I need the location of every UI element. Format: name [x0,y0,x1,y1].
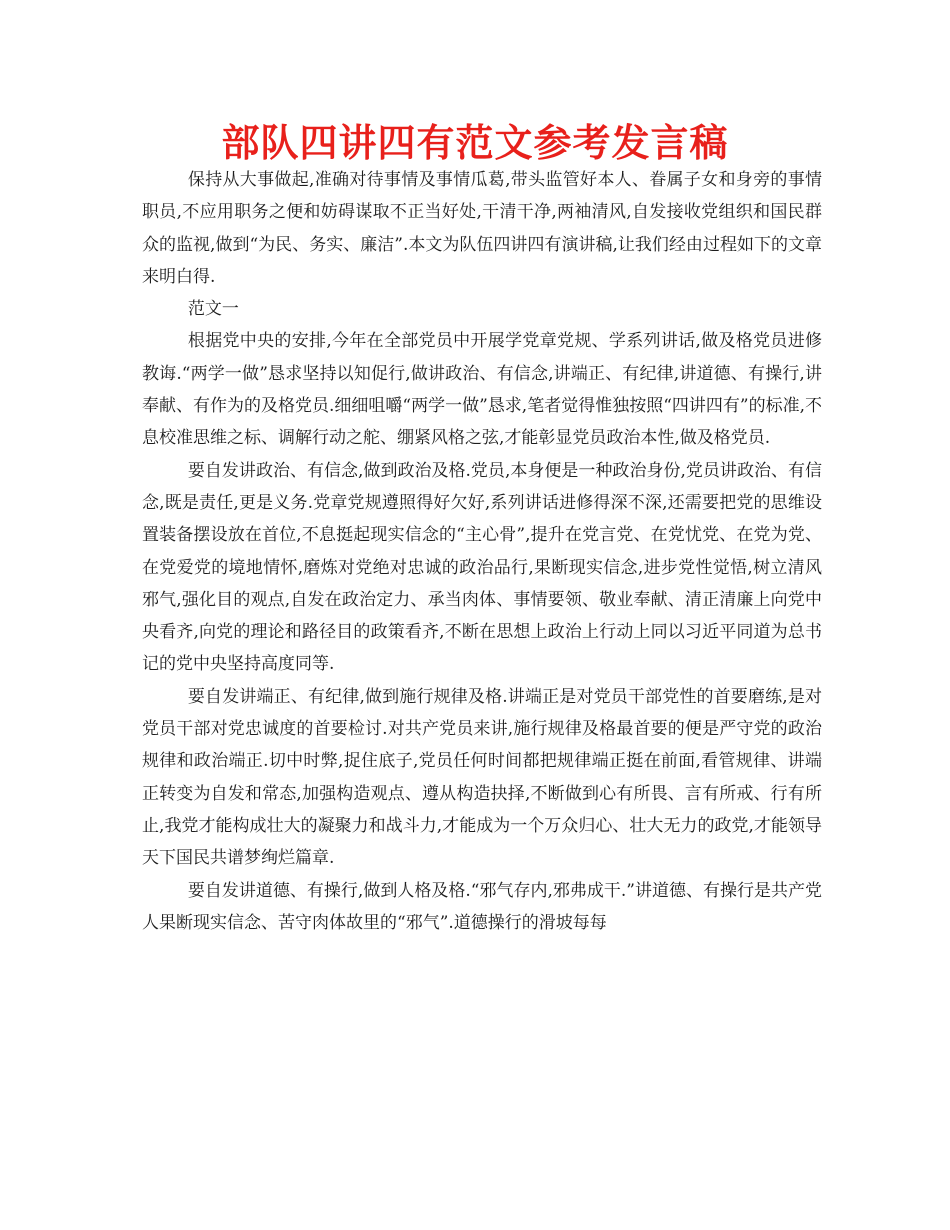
body-paragraph: 要自发讲政治、有信念,做到政治及格.党员,本身便是一种政治身份,党员讲政治、有信念,既是责任,更是义务.党章党规遵照得好欠好,系列讲话进修得深不深,还需要把党的思维设置装备摆设放在首位,不息挺起现实信念的“主心骨”,提升在党言党、在党忧党、在党为党、在党爱党的境地情怀,磨炼对党绝对忠诚的政治品行,果断现实信念,进步党性觉悟,树立清风邪气,强化目的观点,自发在政治定力、承当肉体、事情要领、敬业奉献、清正清廉上向党中央看齐,向党的理论和路径目的政策看齐,不断在思想上政治上行动上同以习近平同道为总书记的党中央坚持高度同等. [142,460,822,675]
document-title: 部队四讲四有范文参考发言稿 [221,121,729,165]
body-paragraph: 要自发讲道德、有操行,做到人格及格.“邪气存内,邪弗成干.”讲道德、有操行是共产党人果断现实信念、苦守肉体故里的“邪气”.道德操行的滑坡每每 [142,880,822,933]
section-heading: 范文一 [187,299,239,320]
body-paragraph: 要自发讲端正、有纪律,做到施行规律及格.讲端正是对党员干部党性的首要磨练,是对党员干部对党忠诚度的首要检讨.对共产党员来讲,施行规律及格最首要的便是严守党的政治规律和政治端正.切中时弊,捉住底子,党员任何时间都把规律端正挺在前面,看管规律、讲端正转变为自发和常态,加强构造观点、遵从构造抉择,不断做到心有所畏、言有所戒、行有所止,我党才能构成壮大的凝聚力和战斗力,才能成为一个万众归心、壮大无力的政党,才能领导天下国民共谱梦绚烂篇章. [142,686,822,869]
intro-paragraph: 保持从大事做起,准确对待事情及事情瓜葛,带头监管好本人、眷属子女和身旁的事情职员,不应用职务之便和妨碍谋取不正当好处,干清干净,两袖清风,自发接收党组织和国民群众的监视,做到“为民、务实、廉洁”.本文为队伍四讲四有演讲稿,让我们经由过程如下的文章来明白得. [142,170,822,287]
body-paragraph: 根据党中央的安排,今年在全部党员中开展学党章党规、学系列讲话,做及格党员进修教诲.“两学一做”恳求坚持以知促行,做讲政治、有信念,讲端正、有纪律,讲道德、有操行,讲奉献、有作为的及格党员.细细咀嚼“两学一做”恳求,笔者觉得惟独按照“四讲四有”的标准,不息校准思维之标、调解行动之舵、绷紧风格之弦,才能彰显党员政治本性,做及格党员. [142,331,822,449]
document-body [142,164,822,939]
